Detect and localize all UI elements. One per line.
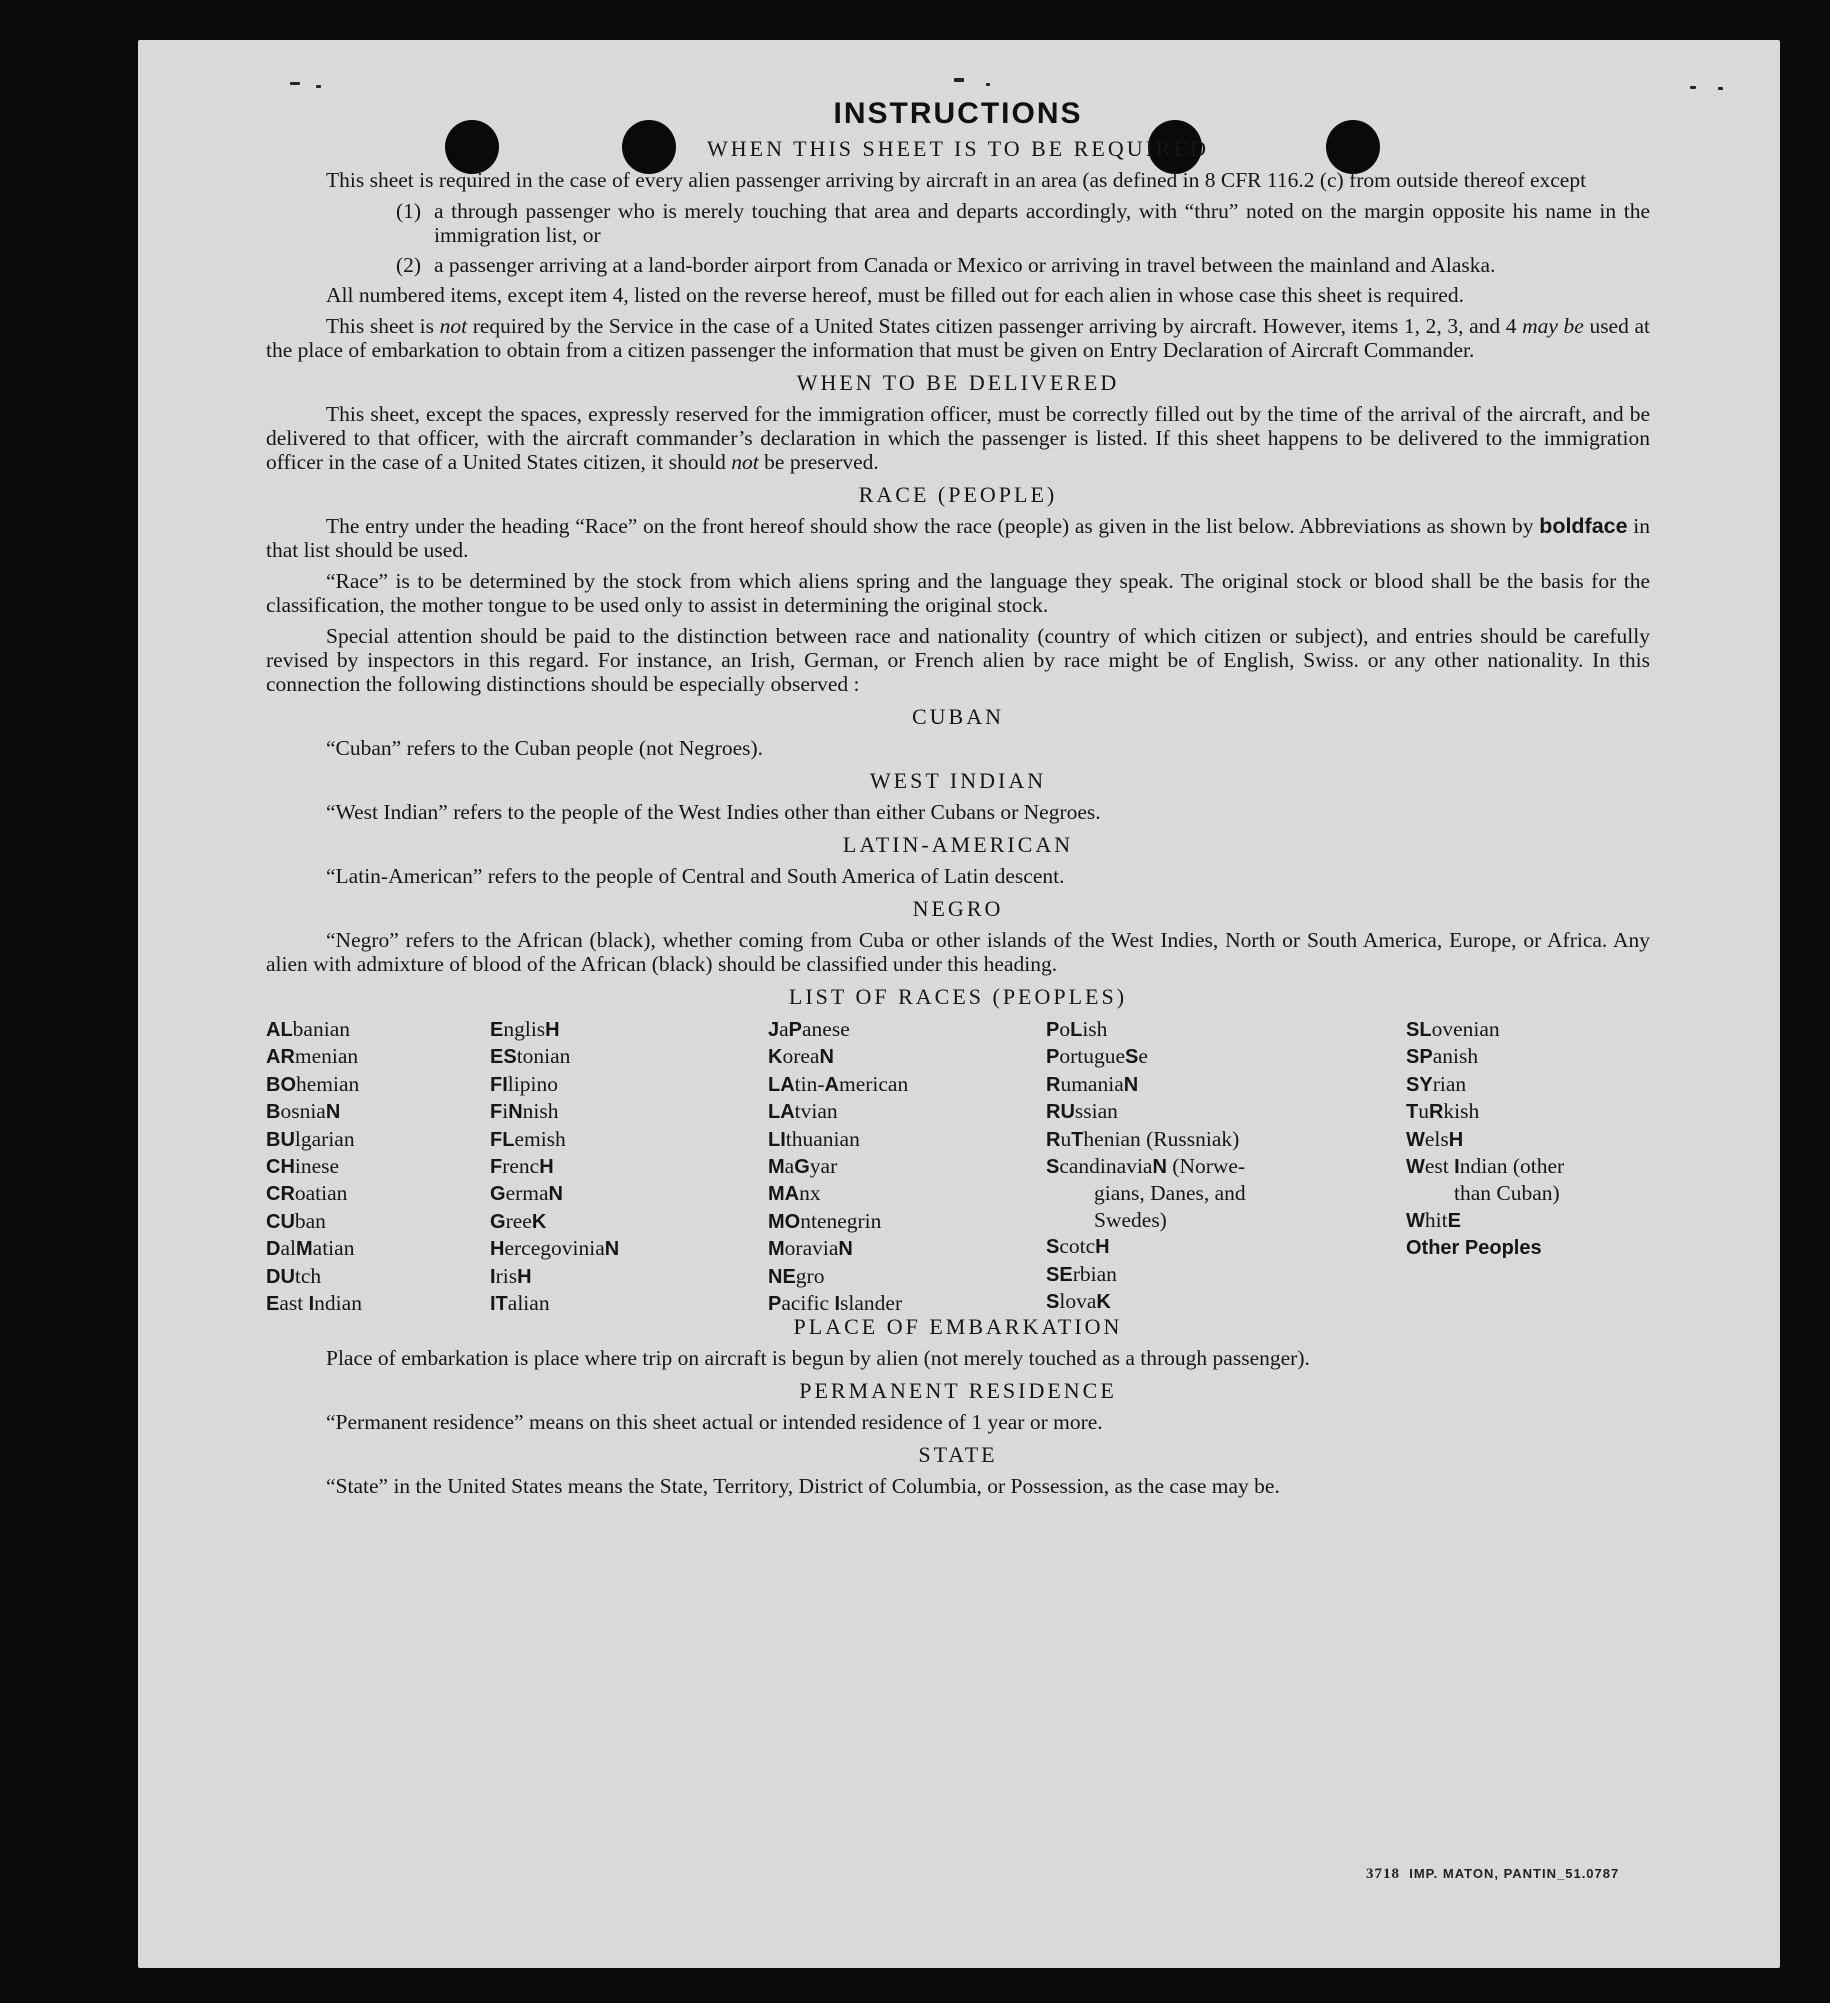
race-abbreviation: A (824, 1073, 839, 1096)
race-entry (266, 1126, 362, 1153)
page-title: INSTRUCTIONS (833, 97, 1083, 130)
text-run: This sheet is (326, 314, 440, 338)
paragraph: Special attention should be paid to the distinction between race and nationality (country of which citizen or subject), and entries should be carefully revised by inspectors in this regard. For instance, an Irish, German, or French alien by race might be of English, Swiss. or any other nationality. In this connection the following distinctions should be especially observed : (266, 624, 1650, 696)
section-heading-list-of-races: LIST OF RACES (PEOPLES) (788, 984, 1128, 1009)
race-abbreviation: R (1428, 1101, 1444, 1124)
race-text: nglis (503, 1017, 546, 1041)
race-text: slander (840, 1291, 903, 1316)
text-run: used at the place of embarkation to obtain from a citizen passenger the information that must be given on Entry Declaration of Aircraft Commander. (266, 314, 1650, 362)
race-abbreviation: K (1096, 1291, 1111, 1314)
race-entry (768, 1290, 908, 1317)
race-abbreviation: BU (266, 1128, 295, 1151)
race-abbreviation: W (1406, 1156, 1425, 1179)
race-abbreviation: R (1046, 1128, 1061, 1151)
race-abbreviation: F (490, 1101, 503, 1124)
race-abbreviation: E (1447, 1209, 1461, 1232)
race-text: lova (1059, 1289, 1097, 1314)
race-entry (266, 1235, 362, 1262)
ink-speck (1718, 87, 1723, 90)
race-entry (1406, 1016, 1564, 1043)
race-abbreviation: I (490, 1265, 496, 1288)
race-text: tonian (516, 1044, 571, 1069)
races-column (1046, 1016, 1246, 1315)
race-text: umania (1060, 1071, 1124, 1096)
race-text: ast (279, 1291, 309, 1316)
paragraph (266, 402, 1650, 474)
race-text: oatian (294, 1181, 348, 1206)
race-abbreviation: G (490, 1210, 506, 1233)
section-heading-state: STATE (918, 1442, 998, 1467)
race-text: ban (294, 1208, 326, 1233)
race-entry (1406, 1153, 1564, 1180)
race-text: candinavia (1059, 1154, 1153, 1179)
race-abbreviation: CU (266, 1210, 295, 1233)
race-entry (768, 1153, 908, 1180)
race-abbreviation: E (490, 1019, 504, 1041)
race-text: u (1418, 1099, 1429, 1124)
races-column (1406, 1016, 1564, 1262)
race-abbreviation: MO (768, 1210, 801, 1233)
race-abbreviation: T (1406, 1101, 1419, 1124)
race-entry (490, 1235, 619, 1262)
race-abbreviation: M (295, 1238, 313, 1261)
paragraph: “Permanent residence” means on this sheet actual or intended residence of 1 year or more. (326, 1410, 1103, 1434)
race-text: emish (514, 1126, 566, 1151)
race-entry (490, 1263, 619, 1290)
form-number: 3718 (1366, 1866, 1400, 1882)
paragraph: All numbered items, except item 4, listed on the reverse hereof, must be filled out for each alien in whose case this sheet is required. (326, 283, 1464, 307)
paragraph (266, 514, 1650, 562)
text-run: be preserved. (758, 450, 879, 474)
race-abbreviation: CH (266, 1156, 295, 1179)
race-abbreviation: H (1095, 1236, 1110, 1259)
race-text: a (784, 1154, 795, 1179)
race-text: e (1138, 1044, 1148, 1069)
race-text: ssian (1074, 1099, 1118, 1124)
race-text: lgarian (294, 1126, 355, 1151)
race-text: (Norwe- (1166, 1154, 1246, 1179)
race-text: ris (495, 1263, 518, 1288)
race-text: ndian (other (1459, 1154, 1565, 1179)
race-text: yar (809, 1154, 838, 1179)
race-text: merican (838, 1071, 909, 1096)
race-abbreviation: P (768, 1293, 782, 1316)
race-entry (490, 1126, 619, 1153)
race-abbreviation: N (508, 1101, 523, 1124)
race-entry (1046, 1153, 1246, 1180)
race-abbreviation: T (1071, 1128, 1084, 1151)
race-entry (768, 1098, 908, 1125)
race-abbreviation: H (517, 1265, 532, 1288)
item-number: (2) (396, 253, 422, 277)
race-text: ortugue (1059, 1044, 1126, 1069)
race-abbreviation: H (490, 1238, 505, 1261)
race-text: rian (1432, 1071, 1467, 1096)
race-entry (1046, 1126, 1246, 1153)
race-entry (1406, 1098, 1564, 1125)
race-entry (768, 1263, 908, 1290)
race-abbreviation: H (545, 1019, 560, 1041)
race-abbreviation: DU (266, 1265, 295, 1288)
emphasis: may be (1522, 314, 1584, 338)
race-entry (490, 1016, 619, 1043)
race-abbreviation: SE (1046, 1263, 1073, 1286)
race-entry (266, 1263, 362, 1290)
paragraph: “Cuban” refers to the Cuban people (not Negroes). (326, 736, 764, 760)
race-text: erma (505, 1181, 549, 1206)
race-entry (490, 1290, 619, 1317)
item-text: a passenger arriving at a land-border airport from Canada or Mexico or arriving in travel between the mainland and Alaska. (434, 253, 1496, 277)
race-abbreviation: J (768, 1019, 780, 1041)
race-abbreviation: BO (266, 1073, 296, 1096)
race-abbreviation: SP (1406, 1046, 1433, 1069)
race-text: est (1424, 1154, 1455, 1179)
race-text: ndian (314, 1291, 362, 1316)
races-column (490, 1016, 619, 1317)
instructions-content (266, 97, 1650, 1505)
paragraph: “State” in the United States means the State, Territory, District of Columbia, or Possession, as the case may be. (326, 1474, 1280, 1498)
race-abbreviation: F (490, 1156, 503, 1179)
section-heading-delivered: WHEN TO BE DELIVERED (796, 370, 1120, 395)
list-item (396, 199, 1650, 247)
race-abbreviation: K (768, 1046, 783, 1069)
race-abbreviation: S (1125, 1046, 1139, 1069)
race-abbreviation: H (539, 1156, 554, 1179)
race-text: oravia (784, 1236, 839, 1261)
race-text: anish (1432, 1044, 1479, 1069)
race-abbreviation: FI (490, 1073, 508, 1096)
race-abbreviation: N (604, 1238, 620, 1261)
paragraph: “Negro” refers to the African (black), whether coming from Cuba or other islands of the West Indies, North or South America, Europe, or Africa. Any alien with admixture of blood of the African (black) should be classified under this heading. (266, 928, 1650, 976)
race-abbreviation: R (1046, 1073, 1061, 1096)
race-abbreviation: K (531, 1210, 547, 1233)
section-heading-embarkation: PLACE OF EMBARKATION (793, 1314, 1123, 1339)
race-abbreviation: S (1046, 1156, 1060, 1179)
race-abbreviation: M (768, 1156, 785, 1179)
race-entry (1406, 1180, 1564, 1206)
race-abbreviation: N (819, 1046, 834, 1069)
race-abbreviation: N (325, 1101, 341, 1124)
race-entry (1046, 1071, 1246, 1098)
section-heading-latin-american: LATIN-AMERICAN (842, 832, 1074, 857)
paragraph (266, 314, 1650, 362)
bold-text: boldface (1539, 514, 1628, 538)
race-text: i (502, 1099, 509, 1124)
emphasis: not (439, 314, 468, 338)
race-abbreviation: G (490, 1183, 506, 1206)
section-heading-residence: PERMANENT RESIDENCE (799, 1378, 1117, 1403)
race-text: els (1424, 1126, 1449, 1151)
race-entry (1046, 1180, 1246, 1206)
race-abbreviation: LA (768, 1101, 795, 1124)
race-abbreviation: I (1454, 1156, 1460, 1179)
race-text: kish (1443, 1099, 1480, 1124)
race-abbreviation: W (1406, 1209, 1425, 1232)
race-entry (490, 1071, 619, 1098)
race-entry (768, 1016, 908, 1043)
race-entry (266, 1043, 362, 1070)
race-entry (266, 1071, 362, 1098)
race-text: gro (795, 1263, 825, 1288)
race-entry (1046, 1233, 1246, 1260)
race-entry (1406, 1043, 1564, 1070)
race-text: lipino (507, 1071, 558, 1096)
race-entry (1406, 1071, 1564, 1098)
race-text: alian (507, 1291, 550, 1316)
race-entry (768, 1235, 908, 1262)
race-text: banian (292, 1017, 350, 1041)
race-entry (1406, 1126, 1564, 1153)
race-text: nx (799, 1181, 821, 1206)
race-abbreviation: LI (768, 1128, 786, 1151)
race-abbreviation: ES (490, 1046, 517, 1069)
race-abbreviation: NE (768, 1265, 796, 1288)
race-abbreviation: L (1070, 1019, 1083, 1041)
race-abbreviation: SL (1406, 1019, 1432, 1041)
race-abbreviation: RU (1046, 1101, 1075, 1124)
list-item (396, 253, 1650, 277)
race-text: inese (294, 1154, 340, 1179)
section-heading-west-indian: WEST INDIAN (869, 768, 1047, 793)
race-entry (1406, 1207, 1564, 1234)
paragraph: This sheet is required in the case of every alien passenger arriving by aircraft in an area (as defined in 8 CFR 116.2 (c) from outside thereof except (326, 168, 1587, 192)
races-column (768, 1016, 908, 1317)
race-entry (768, 1180, 908, 1207)
race-abbreviation: N (548, 1183, 563, 1206)
race-text: ovenian (1431, 1017, 1500, 1041)
race-text: orea (782, 1044, 820, 1069)
race-text: ish (1082, 1017, 1108, 1041)
item-text: a through passenger who is merely touching that area and departs accordingly, with “thru” noted on the margin opposite his name in the immigration list, or (434, 199, 1650, 247)
race-text: ree (505, 1208, 532, 1233)
paragraph: “Race” is to be determined by the stock from which aliens spring and the language they speak. The original stock or blood shall be the basis for the classification, the mother tongue to be used only to assist in determining the original stock. (266, 569, 1650, 617)
race-entry (768, 1208, 908, 1235)
imprint-text: IMP. MATON, PANTIN_51.0787 (1409, 1866, 1620, 1881)
printer-imprint (1366, 1866, 1619, 1883)
race-entry (266, 1290, 362, 1317)
race-text: tch (294, 1263, 322, 1288)
race-text: hemian (296, 1071, 360, 1096)
ink-speck (290, 82, 300, 85)
race-entry (266, 1153, 362, 1180)
section-heading-cuban: CUBAN (911, 704, 1004, 729)
race-abbreviation: AL (266, 1019, 293, 1041)
race-text: acific (781, 1291, 835, 1316)
text-run: The entry under the heading “Race” on the front hereof should show the race (people) as given in the list below. Abbreviations as shown by (326, 514, 1540, 538)
race-text: thuanian (785, 1126, 860, 1151)
races-column (266, 1016, 362, 1317)
race-text: al (280, 1236, 296, 1261)
race-text: osnia (280, 1099, 326, 1124)
race-abbreviation: Other Peoples (1406, 1237, 1542, 1260)
race-abbreviation: N (1123, 1073, 1139, 1096)
section-heading-race: RACE (PEOPLE) (858, 482, 1058, 507)
ink-speck (316, 85, 321, 88)
ink-speck (954, 78, 964, 82)
race-entry (768, 1043, 908, 1070)
paragraph: Place of embarkation is place where trip on aircraft is begun by alien (not merely touched as a through passenger). (326, 1346, 1310, 1370)
race-abbreviation: E (266, 1293, 280, 1316)
emphasis: not (731, 450, 759, 474)
item-number: (1) (396, 199, 422, 223)
race-entry (266, 1098, 362, 1125)
race-entry (1046, 1016, 1246, 1043)
race-text: renc (502, 1154, 540, 1179)
race-entry (490, 1153, 619, 1180)
race-entry (490, 1208, 619, 1235)
race-abbreviation: N (838, 1238, 853, 1261)
race-text: ercegovinia (504, 1236, 605, 1261)
race-entry (1046, 1288, 1246, 1315)
document-sheet (138, 40, 1780, 1968)
race-abbreviation: S (1046, 1291, 1060, 1314)
race-abbreviation: IT (490, 1293, 508, 1316)
section-heading-negro: NEGRO (912, 896, 1004, 921)
race-text: ntenegrin (800, 1208, 882, 1233)
race-abbreviation: FL (490, 1128, 515, 1151)
race-entry (1406, 1234, 1564, 1261)
ink-speck (1690, 86, 1696, 89)
race-text: tin- (794, 1071, 825, 1096)
race-text: nish (522, 1099, 559, 1124)
race-abbreviation: B (266, 1101, 281, 1124)
race-abbreviation: MA (768, 1183, 800, 1206)
race-entry (490, 1043, 619, 1070)
race-abbreviation: N (1152, 1156, 1167, 1179)
ink-speck (986, 83, 990, 86)
race-entry (1046, 1098, 1246, 1125)
race-abbreviation: I (308, 1293, 315, 1316)
race-entry (768, 1126, 908, 1153)
race-text: tvian (794, 1099, 838, 1124)
race-abbreviation: SY (1406, 1073, 1433, 1096)
race-entry (266, 1016, 362, 1043)
text-run: in that list should be used. (266, 514, 1650, 562)
race-abbreviation: P (1046, 1019, 1060, 1041)
race-abbreviation: AR (266, 1046, 295, 1069)
race-abbreviation: D (266, 1238, 281, 1261)
race-abbreviation: CR (266, 1183, 295, 1206)
race-text: than Cuban) (1454, 1181, 1560, 1206)
race-text: cotc (1059, 1234, 1096, 1259)
races-list (266, 1016, 1650, 1316)
race-entry (490, 1180, 619, 1207)
race-entry (490, 1098, 619, 1125)
race-abbreviation: P (788, 1019, 803, 1041)
text-run: This sheet, except the spaces, expressly reserved for the immigration officer, must be correctly filled out by the time of the arrival of the aircraft, and be delivered to that officer, with the aircraft commander’s declaration in which the passenger is listed. If this sheet happens to be delivered to the immigration officer in the case of a United States citizen, it should (266, 402, 1650, 474)
race-text: o (1059, 1017, 1071, 1041)
race-abbreviation: P (1046, 1046, 1060, 1069)
race-text: anese (802, 1017, 850, 1041)
race-abbreviation: H (1448, 1128, 1464, 1151)
race-text: u (1060, 1126, 1072, 1151)
paragraph: “West Indian” refers to the people of the West Indies other than either Cubans or Negroes. (326, 800, 1101, 824)
section-heading-required: WHEN THIS SHEET IS TO BE REQUIRED (707, 136, 1209, 161)
race-abbreviation: S (1046, 1236, 1060, 1259)
race-entry (1046, 1207, 1246, 1233)
race-text: Swedes) (1094, 1207, 1167, 1232)
race-text: henian (Russniak) (1083, 1126, 1240, 1151)
race-text: gians, Danes, and (1094, 1181, 1246, 1206)
race-abbreviation: G (794, 1156, 810, 1179)
race-entry (768, 1071, 908, 1098)
text-run: required by the Service in the case of a United States citizen passenger arriving by aircraft. However, items 1, 2, 3, and 4 (467, 314, 1523, 338)
race-entry (266, 1180, 362, 1207)
race-text: a (779, 1017, 789, 1041)
race-abbreviation: M (768, 1238, 785, 1261)
race-abbreviation: LA (768, 1073, 795, 1096)
race-entry (266, 1208, 362, 1235)
race-text: rbian (1072, 1261, 1117, 1286)
race-text: atian (312, 1236, 355, 1261)
race-entry (1046, 1043, 1246, 1070)
race-abbreviation: I (834, 1293, 841, 1316)
race-text: menian (294, 1044, 359, 1069)
race-entry (1046, 1261, 1246, 1288)
race-abbreviation: W (1406, 1128, 1425, 1151)
race-text: hit (1424, 1207, 1448, 1232)
paragraph: “Latin-American” refers to the people of Central and South America of Latin descent. (326, 864, 1065, 888)
